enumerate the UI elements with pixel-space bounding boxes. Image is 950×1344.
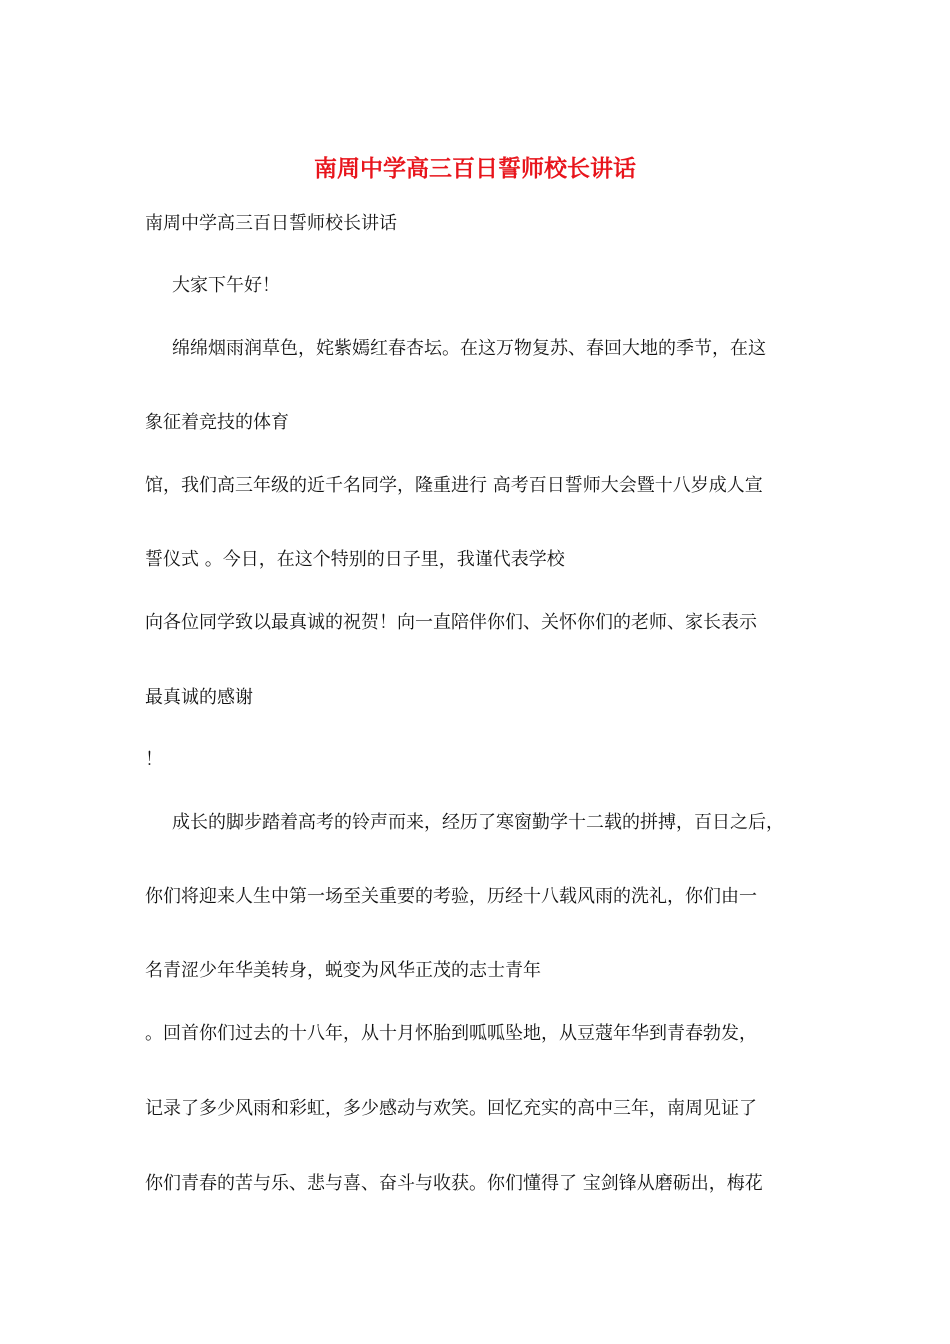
text-line: 馆，我们高三年级的近千名同学，隆重进行 高考百日誓师大会暨十八岁成人宣 — [145, 475, 763, 496]
text-line: 名青涩少年华美转身，蜕变为风华正茂的志士青年 — [145, 960, 541, 981]
text-line: 象征着竞技的体育 — [145, 412, 289, 433]
text-line: 你们将迎来人生中第一场至关重要的考验，历经十八载风雨的洗礼，你们由一 — [145, 886, 757, 907]
text-line: 绵绵烟雨润草色，姹紫嫣红春杏坛。在这万物复苏、春回大地的季节，在这 — [172, 338, 766, 359]
document-title: 南周中学高三百日誓师校长讲话 — [314, 155, 636, 182]
text-line: 最真诚的感谢 — [145, 687, 253, 708]
text-line-subtitle: 南周中学高三百日誓师校长讲话 — [145, 213, 397, 234]
text-line: 记录了多少风雨和彩虹，多少感动与欢笑。回忆充实的高中三年，南周见证了 — [145, 1098, 757, 1119]
text-line: 誓仪式 。今日，在这个特别的日子里，我谨代表学校 — [145, 549, 565, 570]
text-line: ！ — [145, 749, 163, 770]
text-line: 你们青春的苦与乐、悲与喜、奋斗与收获。你们懂得了 宝剑锋从磨砺出，梅花 — [145, 1173, 763, 1194]
text-line: 。回首你们过去的十八年，从十月怀胎到呱呱坠地，从豆蔻年华到青春勃发， — [145, 1023, 757, 1044]
text-line: 成长的脚步踏着高考的铃声而来，经历了寒窗勤学十二载的拼搏，百日之后， — [172, 812, 784, 833]
text-line: 向各位同学致以最真诚的祝贺！向一直陪伴你们、关怀你们的老师、家长表示 — [145, 612, 757, 633]
text-line-greeting: 大家下午好！ — [172, 275, 280, 296]
